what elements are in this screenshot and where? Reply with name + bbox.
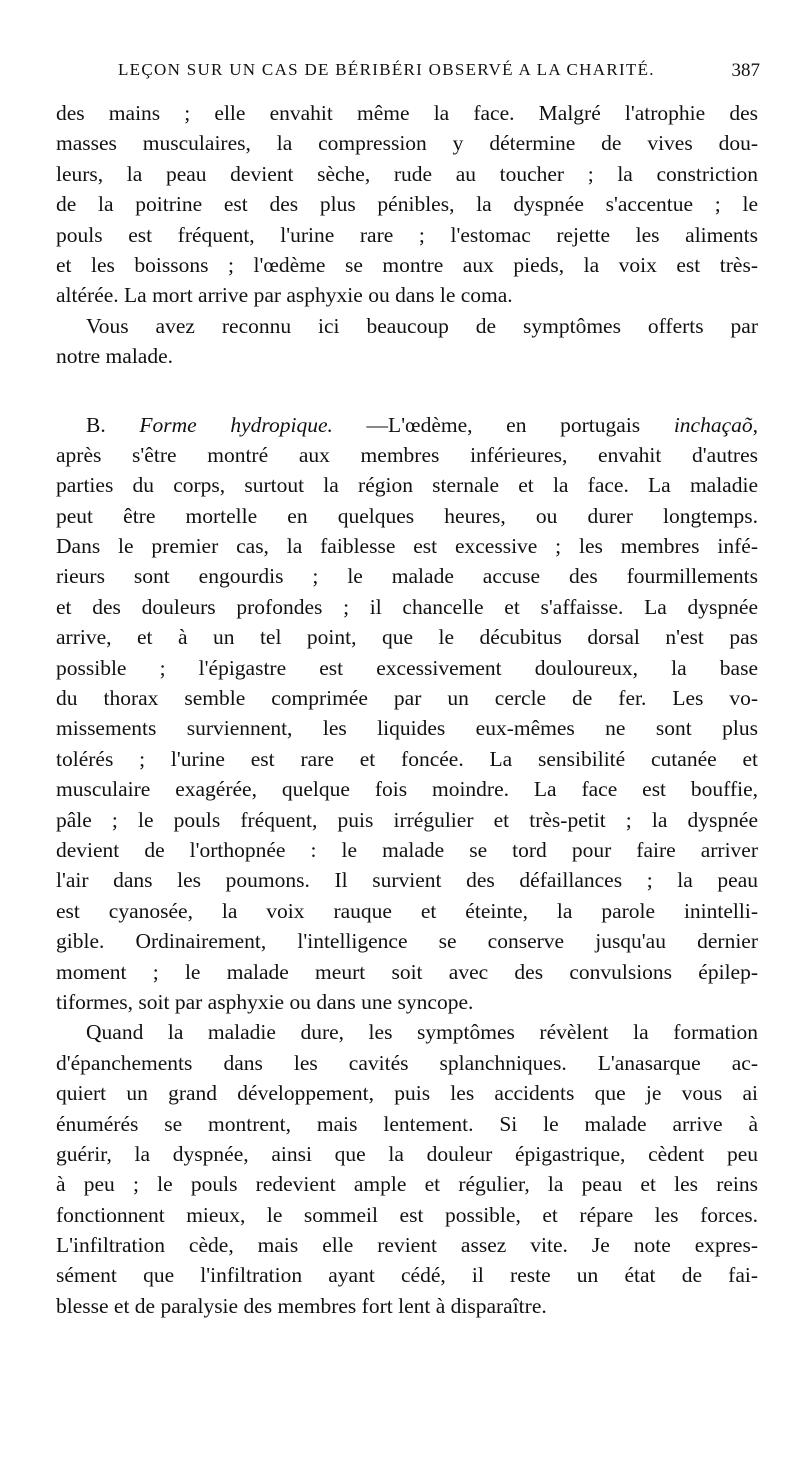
section-heading-line	[56, 410, 758, 440]
text-line: pâle ; le pouls fréquent, puis irrégulier et très-petit ; la dyspnée	[56, 807, 758, 832]
section-title: Forme hydropique.	[139, 412, 333, 437]
portuguese-term: inchaçaõ,	[673, 412, 758, 437]
text-line: énumérés se montrent, mais lentement. Si le malade arrive à	[56, 1111, 758, 1136]
text-line: devient de l'orthopnée : le malade se tord pour faire arriver	[56, 837, 758, 862]
body-text	[56, 98, 758, 1321]
text-line: peut être mortelle en quelques heures, ou durer longtemps.	[56, 503, 758, 528]
text-line: blesse et de paralysie des membres fort lent à disparaître.	[56, 1293, 547, 1318]
text-line: leurs, la peau devient sèche, rude au toucher ; la constriction	[56, 161, 758, 186]
text-line: musculaire exagérée, quelque fois moindre. La face est bouffie,	[56, 777, 758, 802]
text-line: notre malade.	[56, 344, 174, 369]
text-line: des mains ; elle envahit même la face. Malgré l'atrophie des	[56, 101, 758, 125]
text-line: parties du corps, surtout la région sternale et la face. La maladie	[56, 473, 758, 498]
text-line: possible ; l'épigastre est excessivement douloureux, la base	[56, 655, 758, 680]
text-line: masses musculaires, la compression y détermine de vives dou-	[56, 131, 758, 156]
text-line: après s'être montré aux membres inférieures, envahit d'autres	[56, 442, 758, 467]
text-line: tolérés ; l'urine est rare et foncée. La sensibilité cutanée et	[56, 746, 758, 771]
text-line: quiert un grand développement, puis les accidents que je vous ai	[56, 1081, 758, 1106]
text-line: pouls est fréquent, l'urine rare ; l'estomac rejette les aliments	[56, 222, 758, 247]
text-line: arrive, et à un tel point, que le décubitus dorsal n'est pas	[56, 625, 758, 650]
running-title: LEÇON SUR UN CAS DE BÉRIBÉRI OBSERVÉ A LA CHARITÉ.	[118, 60, 655, 79]
text-line: missements surviennent, les liquides eux-mêmes ne sont plus	[56, 716, 758, 741]
text-line: gible. Ordinairement, l'intelligence se conserve jusqu'au dernier	[56, 929, 758, 954]
text-line: l'air dans les poumons. Il survient des défaillances ; la peau	[56, 868, 758, 893]
text-line: Dans le premier cas, la faiblesse est excessive ; les membres infé-	[56, 534, 758, 559]
text-line: rieurs sont engourdis ; le malade accuse des fourmillements	[56, 564, 758, 589]
text-line: tiformes, soit par asphyxie ou dans une syncope.	[56, 989, 474, 1014]
text-line: L'infiltration cède, mais elle revient assez vite. Je note expres-	[56, 1233, 758, 1258]
text-line: d'épanchements dans les cavités splanchniques. L'anasarque ac-	[56, 1050, 758, 1075]
text-line: fonctionnent mieux, le sommeil est possible, et répare les forces.	[56, 1202, 758, 1227]
text-line: altérée. La mort arrive par asphyxie ou dans le coma.	[56, 283, 513, 308]
text-line: à peu ; le pouls redevient ample et régulier, la peau et les reins	[56, 1172, 758, 1197]
text-line: et des douleurs profondes ; il chancelle et s'affaisse. La dyspnée	[56, 594, 758, 619]
text-line: moment ; le malade meurt soit avec des convulsions épilep-	[56, 959, 758, 984]
section-lead-text: —L'œdème, en portugais	[332, 412, 674, 437]
text-line: sément que l'infiltration ayant cédé, il reste un état de fai-	[56, 1263, 758, 1288]
page-header	[80, 60, 760, 90]
paragraph-gap	[56, 372, 758, 410]
text-line: Vous avez reconnu ici beaucoup de symptômes offerts par	[86, 313, 758, 338]
text-line: guérir, la dyspnée, ainsi que la douleur épigastrique, cèdent peu	[56, 1141, 758, 1166]
section-letter: B.	[86, 412, 106, 437]
text-line: Quand la maladie dure, les symptômes révèlent la formation	[86, 1020, 758, 1045]
text-line: de la poitrine est des plus pénibles, la dyspnée s'accentue ; le	[56, 192, 758, 217]
page-number: 387	[731, 60, 760, 81]
text-line: du thorax semble comprimée par un cercle de fer. Les vo-	[56, 686, 758, 711]
text-line: et les boissons ; l'œdème se montre aux pieds, la voix est très-	[56, 252, 758, 277]
text-line: est cyanosée, la voix rauque et éteinte, la parole inintelli-	[56, 898, 758, 923]
